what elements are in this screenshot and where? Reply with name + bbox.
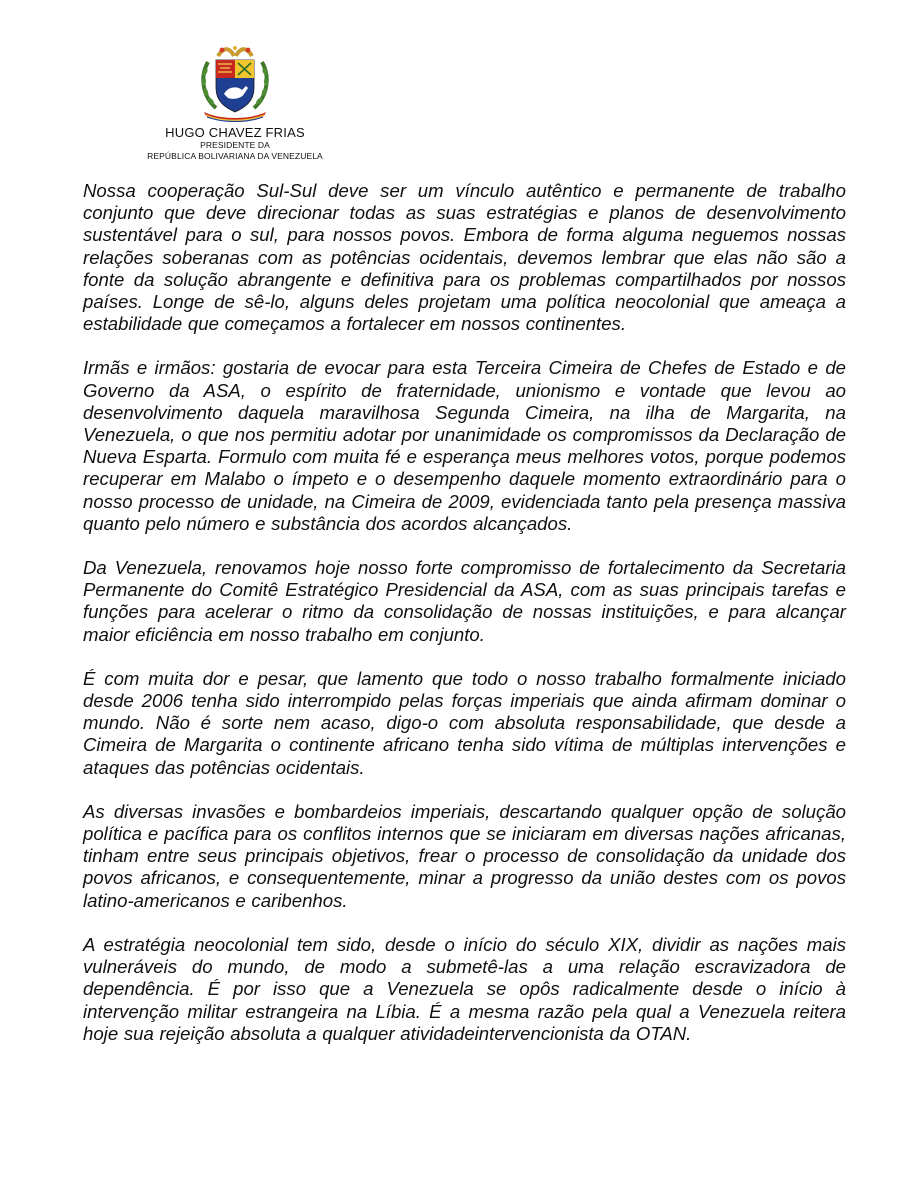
paragraph: É com muita dor e pesar, que lamento que todo o nosso trabalho formalmente iniciado desde 2006 tenha sido interrompido pelas forças imperiais que ainda afirmam dominar o mundo. Não é sorte nem acaso, digo-o com absoluta responsabilidade, que desde a Cimeira de Margarita o continente africano tenha sido vítima de múltiplas intervenções e ataques das potências ocidentais. [83,667,846,778]
letterhead-name: HUGO CHAVEZ FRIAS [165,125,305,140]
paragraph: Irmãs e irmãos: gostaria de evocar para esta Terceira Cimeira de Chefes de Estado e de Governo da ASA, o espírito de fraternidade, unionismo e vontade que levou ao desenvolvimento daquela maravilhosa Segunda Cimeira, na ilha de Margarita, na Venezuela, o que nos permitiu adotar por unanimidade os compromissos da Declaração de Nueva Esparta. Formulo com muita fé e esperança meus melhores votos, porque podemos recuperar em Malabo o ímpeto e o desempenho daquele momento extraordinário para o nosso processo de unidade, na Cimeira de 2009, evidenciada tanto pela presença massiva quanto pelo número e substância dos acordos alcançados. [83,357,846,534]
venezuela-coat-of-arms-icon [194,42,276,122]
paragraph: As diversas invasões e bombardeios imperiais, descartando qualquer opção de solução política e pacífica para os conflitos internos que se iniciaram em diversas nações africanas, tinham entre seus principais objetivos, frear o processo de consolidação da unidade dos povos africanos, e consequentemente, minar a progresso da união destes com os povos latino-americanos e caribenhos. [83,800,846,911]
paragraph: Da Venezuela, renovamos hoje nosso forte compromisso de fortalecimento da Secretaria Permanente do Comitê Estratégico Presidencial da ASA, com as suas principais tarefas e funções para acelerar o ritmo da consolidação de nossas instituições, e para alcançar maior eficiência em nosso trabalho em conjunto. [83,557,846,645]
paragraph: Nossa cooperação Sul-Sul deve ser um vínculo autêntico e permanente de trabalho conjunto que deve direcionar todas as suas estratégias e planos de desenvolvimento sustentável para o sul, para nossos povos. Embora de forma alguma neguemos nossas relações soberanas com as potências ocidentais, devemos lembrar que elas não são a fonte da solução abrangente e definitiva para os problemas compartilhados por nossos países. Longe de sê-lo, alguns deles projetam uma política neocolonial que ameaça a estabilidade que começamos a fortalecer em nossos continentes. [83,180,846,335]
letterhead-title: PRESIDENTE DA [200,140,270,150]
paragraph: A estratégia neocolonial tem sido, desde o início do século XIX, dividir as nações mais vulneráveis do mundo, de modo a submetê-las a uma relação escravizadora de dependência. É por isso que a Venezuela se opôs radicalmente desde o início à intervenção militar estrangeira na Líbia. É a mesma razão pela qual a Venezuela reitera hoje sua rejeição absoluta a qualquer atividadeintervencionista da OTAN. [83,933,846,1044]
letterhead-country: REPÚBLICA BOLIVARIANA DA VENEZUELA [147,151,323,161]
document-body [83,180,846,1067]
letterhead [120,42,350,162]
